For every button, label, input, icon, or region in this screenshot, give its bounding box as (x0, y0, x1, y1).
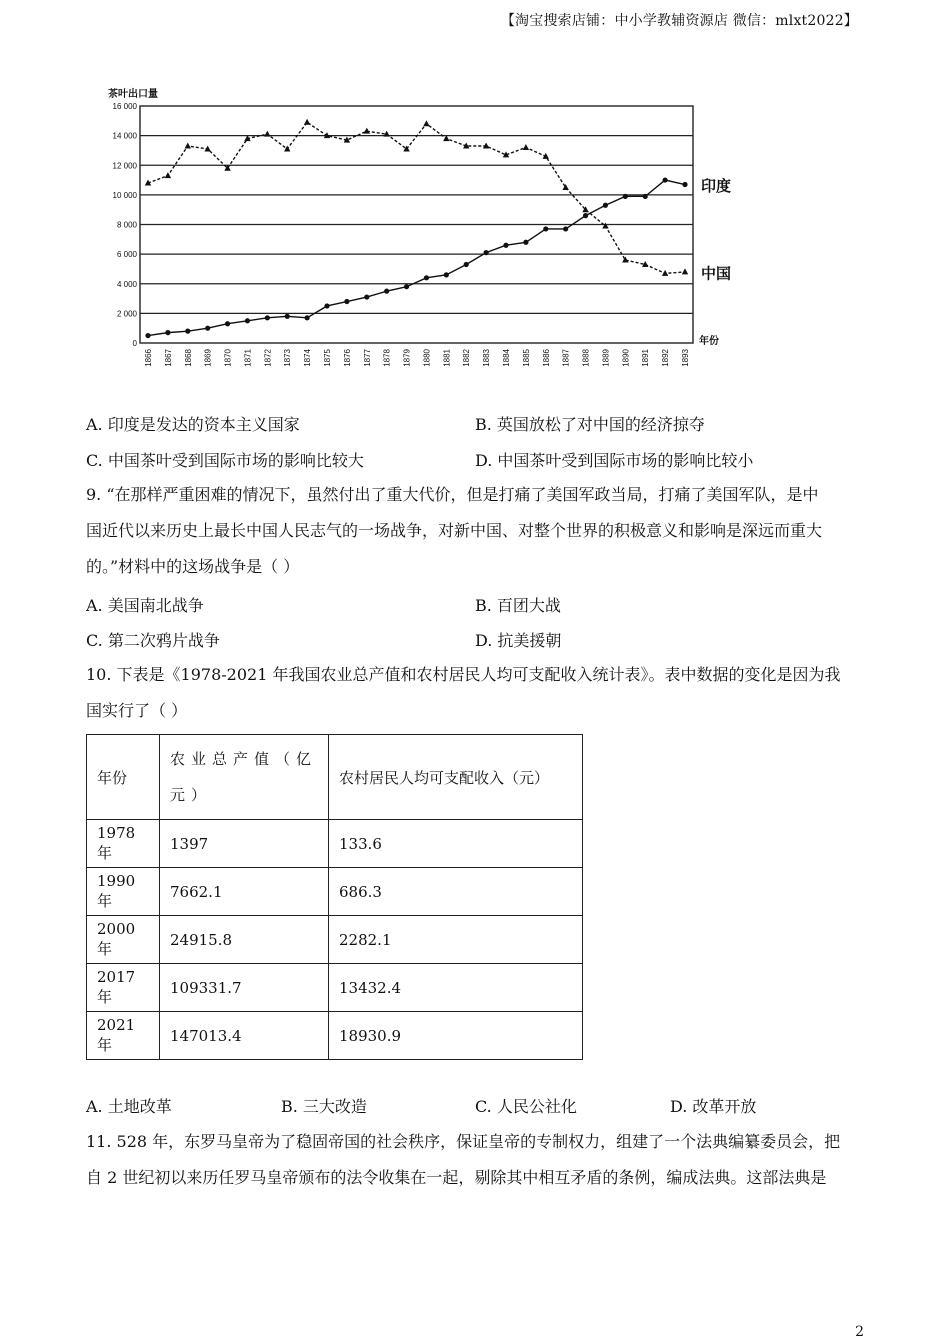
q10-option-a[interactable]: A. 土地改革 (86, 1097, 172, 1116)
x-tick-label: 1886 (541, 349, 551, 367)
y-axis-label: 茶叶出口量 (108, 89, 158, 100)
x-tick-label: 1867 (163, 349, 173, 367)
table-header-agri-output-text: 农业总产值（亿元） (170, 750, 318, 804)
table-cell-year: 1978 年 (87, 820, 160, 868)
x-tick-label: 1892 (661, 349, 671, 367)
x-tick-label: 1891 (641, 349, 651, 367)
table-cell-rural-income: 686.3 (329, 868, 583, 916)
q11-stem (86, 1124, 860, 1196)
x-tick-label: 1874 (303, 349, 313, 367)
x-tick-label: 1878 (382, 349, 392, 367)
data-point (623, 194, 628, 199)
data-point (204, 145, 210, 151)
table-row (87, 1012, 583, 1060)
table-cell-year: 2017 年 (87, 964, 160, 1012)
data-point (543, 226, 548, 231)
data-point (285, 314, 290, 319)
q10-stem (86, 657, 860, 729)
q10-line-2: 国实行了（ ） (86, 701, 188, 720)
data-point (523, 240, 528, 245)
data-point (165, 172, 171, 178)
q10-table (86, 734, 583, 1060)
q11-line-1: 11. 528 年，东罗马皇帝为了稳固帝国的社会秩序，保证皇帝的专制权力，组建了一个法典编纂委员会，把 (86, 1132, 841, 1151)
data-point (583, 213, 588, 218)
x-tick-label: 1877 (362, 349, 372, 367)
q9-option-c[interactable]: C. 第二次鸦片战争 (86, 631, 220, 650)
x-tick-label: 1876 (342, 349, 352, 367)
data-point (662, 270, 668, 276)
data-point (324, 303, 329, 308)
q9-option-d[interactable]: D. 抗美援朝 (475, 631, 562, 650)
q11-line-2: 自 2 世纪初以来历任罗马皇帝颁布的法令收集在一起，剔除其中相互矛盾的条例，编成法典。这部法典是 (86, 1168, 827, 1187)
page-header: 【淘宝搜索店铺：中小学教辅资源店 微信：mlxt2022】 (500, 13, 858, 29)
table-cell-year: 2000 年 (87, 916, 160, 964)
data-point (424, 275, 429, 280)
table-header-year: 年份 (87, 735, 160, 820)
data-point (145, 333, 150, 338)
page-number: 2 (855, 1324, 864, 1340)
data-point (205, 326, 210, 331)
table-cell-rural-income: 13432.4 (329, 964, 583, 1012)
x-tick-label: 1885 (521, 349, 531, 367)
y-tick-label: 6 000 (116, 250, 137, 260)
data-point (484, 250, 489, 255)
y-tick-label: 14 000 (112, 131, 137, 141)
x-axis-label: 年份 (699, 336, 719, 347)
data-point (464, 262, 469, 267)
data-point (523, 144, 529, 150)
data-point (185, 142, 191, 148)
x-tick-label: 1881 (442, 349, 452, 367)
x-tick-label: 1866 (144, 349, 153, 367)
x-tick-label: 1880 (422, 349, 432, 367)
q8-option-b[interactable]: B. 英国放松了对中国的经济掠夺 (475, 415, 705, 434)
data-point (404, 284, 409, 289)
table-cell-year: 1990 年 (87, 868, 160, 916)
table-row (87, 964, 583, 1012)
q8-option-a[interactable]: A. 印度是发达的资本主义国家 (86, 415, 300, 434)
table-row (87, 916, 583, 964)
table-cell-agri-output: 109331.7 (160, 964, 329, 1012)
data-point (245, 318, 250, 323)
table-cell-agri-output: 7662.1 (160, 868, 329, 916)
data-point (364, 128, 370, 134)
x-tick-label: 1890 (621, 349, 631, 367)
table-cell-agri-output: 1397 (160, 820, 329, 868)
x-tick-label: 1872 (263, 349, 273, 367)
data-point (344, 299, 349, 304)
q10-option-c[interactable]: C. 人民公社化 (475, 1097, 577, 1116)
x-tick-label: 1873 (283, 349, 293, 367)
table-header-rural-income: 农村居民人均可支配收入（元） (329, 735, 583, 820)
q8-option-c[interactable]: C. 中国茶叶受到国际市场的影响比较大 (86, 451, 364, 470)
data-point (663, 177, 668, 182)
x-tick-label: 1882 (462, 349, 472, 367)
data-point (304, 119, 310, 125)
y-tick-label: 4 000 (116, 279, 137, 289)
x-tick-label: 1883 (482, 349, 492, 367)
data-point (384, 289, 389, 294)
data-point (265, 315, 270, 320)
q9-line-3: 的。”材料中的这场战争是（ ） (86, 557, 300, 576)
data-point (284, 145, 290, 151)
x-tick-label: 1868 (183, 349, 193, 367)
q9-option-a[interactable]: A. 美国南北战争 (86, 596, 204, 615)
y-tick-label: 2 000 (116, 309, 137, 319)
table-header-agri-output (160, 735, 329, 820)
x-tick-label: 1879 (402, 349, 412, 367)
q10-line-1: 10. 下表是《1978-2021 年我国农业总产值和农村居民人均可支配收入统计表》。表中数据的变化是因为我 (86, 665, 841, 684)
x-tick-label: 1875 (323, 349, 332, 367)
series-line-0 (148, 122, 685, 273)
series-label: 中国 (701, 264, 732, 283)
y-tick-label: 0 (132, 339, 137, 348)
x-tick-label: 1887 (561, 349, 571, 367)
y-tick-label: 16 000 (112, 102, 137, 111)
q9-line-1: 9. “在那样严重困难的情况下，虽然付出了重大代价，但是打痛了美国军政当局，打痛了美国军队，是中 (86, 485, 819, 504)
tea-export-chart-svg (100, 84, 760, 380)
series-label: 印度 (701, 176, 732, 195)
y-tick-label: 10 000 (112, 190, 137, 200)
table-cell-agri-output: 147013.4 (160, 1012, 329, 1060)
q8-option-d[interactable]: D. 中国茶叶受到国际市场的影响比较小 (475, 451, 754, 470)
x-tick-label: 1888 (581, 349, 591, 367)
q9-option-b[interactable]: B. 百团大战 (475, 596, 561, 615)
x-tick-label: 1893 (681, 349, 690, 367)
x-tick-label: 1869 (203, 349, 213, 367)
q10-option-b[interactable]: B. 三大改造 (281, 1097, 367, 1116)
table-row (87, 820, 583, 868)
table-cell-rural-income: 18930.9 (329, 1012, 583, 1060)
data-point (165, 330, 170, 335)
data-point (503, 243, 508, 248)
table-cell-rural-income: 2282.1 (329, 916, 583, 964)
q10-option-d[interactable]: D. 改革开放 (670, 1097, 757, 1116)
data-point (682, 182, 687, 187)
table-cell-agri-output: 24915.8 (160, 916, 329, 964)
data-point (403, 145, 409, 151)
x-tick-label: 1870 (223, 349, 233, 367)
data-point (444, 272, 449, 277)
table-header-row (87, 735, 583, 820)
x-tick-label: 1884 (502, 349, 511, 367)
y-tick-label: 12 000 (112, 161, 137, 171)
data-point (682, 268, 688, 274)
x-tick-label: 1889 (601, 349, 611, 367)
table-cell-rural-income: 133.6 (329, 820, 583, 868)
data-point (185, 329, 190, 334)
data-point (364, 294, 369, 299)
q9-stem (86, 477, 860, 585)
table-cell-year: 2021 年 (87, 1012, 160, 1060)
data-point (225, 321, 230, 326)
data-point (643, 194, 648, 199)
data-point (305, 315, 310, 320)
q9-line-2: 国近代以来历史上最长中国人民志气的一场战争，对新中国、对整个世界的积极意义和影响是深远而重大 (86, 521, 823, 540)
x-tick-label: 1871 (243, 349, 253, 367)
data-point (423, 120, 429, 126)
data-point (563, 226, 568, 231)
y-tick-label: 8 000 (116, 220, 137, 230)
tea-export-chart (100, 84, 760, 380)
table-row (87, 868, 583, 916)
data-point (603, 203, 608, 208)
data-point (264, 131, 270, 137)
